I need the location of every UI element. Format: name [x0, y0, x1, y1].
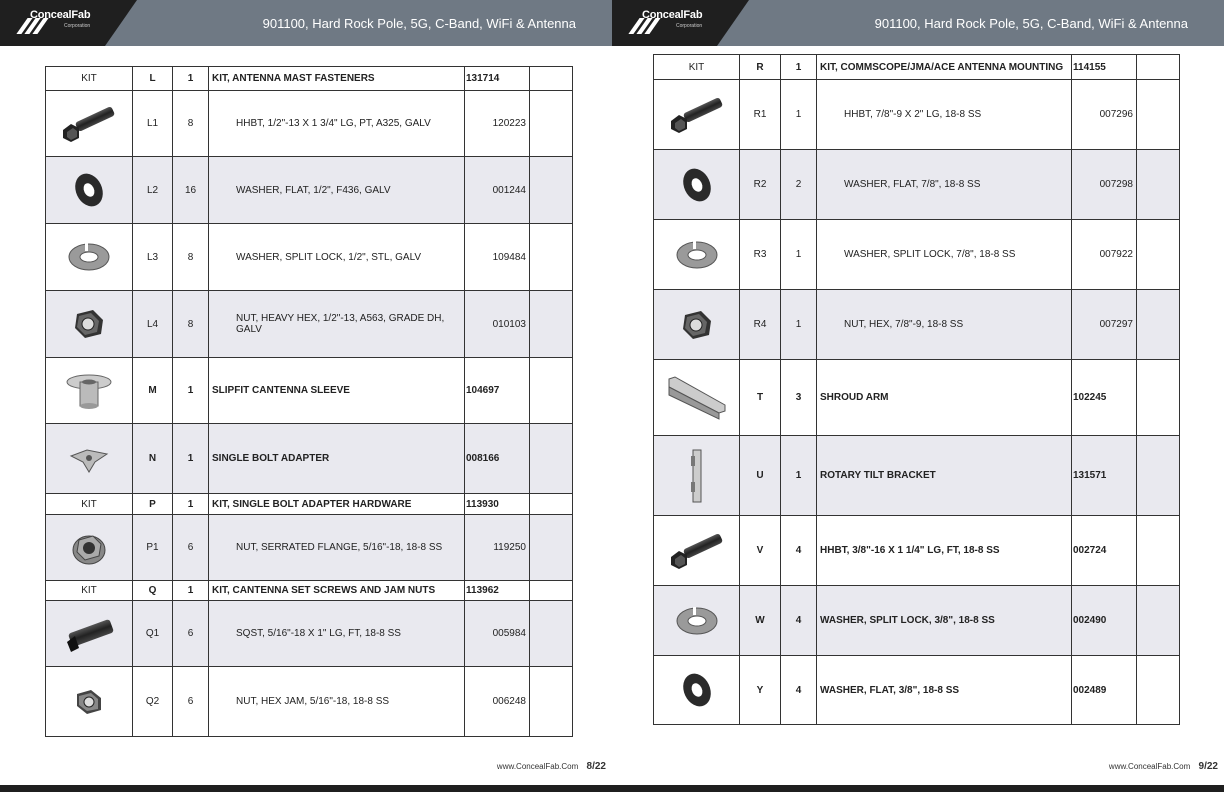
quantity: 4 [781, 656, 817, 725]
bolt-icon [654, 529, 739, 573]
part-number: 010103 [465, 291, 530, 358]
quantity: 6 [173, 515, 209, 581]
quantity: 1 [781, 80, 817, 150]
item-code: Q1 [133, 601, 173, 667]
item-code: N [133, 424, 173, 494]
part-number: 113930 [465, 494, 530, 515]
item-code: U [740, 436, 781, 516]
description: KIT, ANTENNA MAST FASTENERS [209, 67, 465, 91]
part-image [654, 586, 740, 656]
description: WASHER, SPLIT LOCK, 7/8", 18-8 SS [817, 220, 1072, 290]
description: WASHER, SPLIT LOCK, 3/8", 18-8 SS [817, 586, 1072, 656]
part-image [654, 436, 740, 516]
blank-cell [530, 581, 573, 601]
item-code: R3 [740, 220, 781, 290]
item-code: R4 [740, 290, 781, 360]
part-number: 007297 [1072, 290, 1137, 360]
item-code: R [740, 55, 781, 80]
table-row [46, 91, 573, 157]
part-number: 119250 [465, 515, 530, 581]
item-code: Y [740, 656, 781, 725]
quantity: 6 [173, 601, 209, 667]
description: NUT, HEX JAM, 5/16"-18, 18-8 SS [209, 667, 465, 737]
description: KIT, CANTENNA SET SCREWS AND JAM NUTS [209, 581, 465, 601]
description: HHBT, 3/8"-16 X 1 1/4" LG, FT, 18-8 SS [817, 516, 1072, 586]
blank-cell [1137, 55, 1180, 80]
part-image [46, 667, 133, 737]
description: SLIPFIT CANTENNA SLEEVE [209, 358, 465, 424]
quantity: 1 [781, 290, 817, 360]
item-code: L4 [133, 291, 173, 358]
quantity: 2 [781, 150, 817, 220]
bolt-icon [46, 102, 132, 146]
kit-label: KIT [46, 494, 133, 515]
quantity: 8 [173, 91, 209, 157]
blank-cell [530, 91, 573, 157]
part-number: 007922 [1072, 220, 1137, 290]
item-code: P1 [133, 515, 173, 581]
part-number: 002724 [1072, 516, 1137, 586]
part-image [654, 220, 740, 290]
flat-washer-icon [654, 668, 739, 712]
table-row [654, 586, 1180, 656]
item-code: P [133, 494, 173, 515]
part-number: 007298 [1072, 150, 1137, 220]
item-code: L3 [133, 224, 173, 291]
item-code: R1 [740, 80, 781, 150]
quantity: 1 [173, 424, 209, 494]
table-row [654, 220, 1180, 290]
page-9 [612, 0, 1224, 792]
table-row [46, 601, 573, 667]
part-image [654, 360, 740, 436]
part-image [46, 515, 133, 581]
quantity: 8 [173, 291, 209, 358]
concealfab-logo: ConcealFab Corporation [20, 9, 110, 37]
blank-cell [530, 358, 573, 424]
part-image [654, 80, 740, 150]
table-row [654, 436, 1180, 516]
part-image [46, 601, 133, 667]
part-number: 113962 [465, 581, 530, 601]
description: WASHER, FLAT, 7/8", 18-8 SS [817, 150, 1072, 220]
sleeve-icon [46, 366, 132, 416]
blank-cell [1137, 516, 1180, 586]
quantity: 1 [173, 581, 209, 601]
kit-header-row [654, 55, 1180, 80]
description: WASHER, FLAT, 1/2", F436, GALV [209, 157, 465, 224]
kit-header-row [46, 494, 573, 515]
parts-table [653, 54, 1180, 725]
kit-header-row [46, 581, 573, 601]
table-row [654, 150, 1180, 220]
blank-cell [1137, 80, 1180, 150]
blank-cell [530, 157, 573, 224]
parts-table [45, 66, 573, 737]
quantity: 1 [781, 220, 817, 290]
item-code: M [133, 358, 173, 424]
part-number: 008166 [465, 424, 530, 494]
table-row [654, 656, 1180, 725]
part-image [654, 656, 740, 725]
blank-cell [530, 67, 573, 91]
footer-url: www.ConcealFab.Com [1108, 762, 1191, 771]
split-washer-icon [46, 235, 132, 279]
tilt-bracket-icon [654, 446, 739, 506]
description: NUT, HEX, 7/8"-9, 18-8 SS [817, 290, 1072, 360]
part-image [46, 91, 133, 157]
item-code: Q [133, 581, 173, 601]
kit-header-row [46, 67, 573, 91]
quantity: 1 [173, 358, 209, 424]
concealfab-logo: ConcealFab Corporation [632, 9, 722, 37]
blank-cell [1137, 436, 1180, 516]
item-code: L1 [133, 91, 173, 157]
blank-cell [530, 667, 573, 737]
description: WASHER, FLAT, 3/8", 18-8 SS [817, 656, 1072, 725]
page-footer [1109, 761, 1218, 772]
part-image [654, 150, 740, 220]
adapter-icon [46, 444, 132, 474]
quantity: 6 [173, 667, 209, 737]
split-washer-icon [654, 599, 739, 643]
quantity: 1 [173, 67, 209, 91]
part-number: 120223 [465, 91, 530, 157]
part-number: 005984 [465, 601, 530, 667]
document-title: 901100, Hard Rock Pole, 5G, C-Band, WiFi & Antenna [262, 16, 576, 31]
quantity: 1 [781, 55, 817, 80]
kit-label: KIT [46, 581, 133, 601]
table-row [654, 290, 1180, 360]
part-number: 002489 [1072, 656, 1137, 725]
quantity: 4 [781, 586, 817, 656]
quantity: 16 [173, 157, 209, 224]
part-number: 114155 [1072, 55, 1137, 80]
part-image [46, 291, 133, 358]
part-number: 102245 [1072, 360, 1137, 436]
table-row [654, 360, 1180, 436]
quantity: 1 [781, 436, 817, 516]
description: HHBT, 1/2"-13 X 1 3/4" LG, PT, A325, GALV [209, 91, 465, 157]
description: SINGLE BOLT ADAPTER [209, 424, 465, 494]
blank-cell [1137, 360, 1180, 436]
description: SHROUD ARM [817, 360, 1072, 436]
part-image [46, 157, 133, 224]
page-number: 9/22 [1198, 761, 1218, 772]
hex-nut-icon [654, 303, 739, 347]
part-number: 006248 [465, 667, 530, 737]
description: HHBT, 7/8"-9 X 2" LG, 18-8 SS [817, 80, 1072, 150]
blank-cell [1137, 586, 1180, 656]
item-code: W [740, 586, 781, 656]
part-number: 131571 [1072, 436, 1137, 516]
page-number: 8/22 [586, 761, 606, 772]
blank-cell [1137, 150, 1180, 220]
split-washer-icon [654, 233, 739, 277]
quantity: 1 [173, 494, 209, 515]
part-image [654, 516, 740, 586]
quantity: 3 [781, 360, 817, 436]
part-number: 104697 [465, 358, 530, 424]
table-row [46, 291, 573, 358]
flat-washer-icon [654, 163, 739, 207]
blank-cell [530, 494, 573, 515]
blank-cell [530, 291, 573, 358]
item-code: L [133, 67, 173, 91]
kit-label: KIT [46, 67, 133, 91]
blank-cell [530, 515, 573, 581]
table-row [46, 358, 573, 424]
part-number: 001244 [465, 157, 530, 224]
blank-cell [1137, 290, 1180, 360]
page-footer [497, 761, 606, 772]
description: KIT, SINGLE BOLT ADAPTER HARDWARE [209, 494, 465, 515]
part-image [654, 290, 740, 360]
blank-cell [530, 424, 573, 494]
quantity: 4 [781, 516, 817, 586]
kit-label: KIT [654, 55, 740, 80]
table-row [46, 667, 573, 737]
quantity: 8 [173, 224, 209, 291]
description: NUT, HEAVY HEX, 1/2"-13, A563, GRADE DH, GALV [209, 291, 465, 358]
part-number: 109484 [465, 224, 530, 291]
item-code: R2 [740, 150, 781, 220]
shroud-arm-icon [654, 373, 739, 423]
blank-cell [530, 601, 573, 667]
jam-nut-icon [46, 682, 132, 722]
table-row [46, 424, 573, 494]
table-row [46, 157, 573, 224]
item-code: V [740, 516, 781, 586]
description: ROTARY TILT BRACKET [817, 436, 1072, 516]
table-row [654, 516, 1180, 586]
part-image [46, 224, 133, 291]
table-row [46, 515, 573, 581]
item-code: T [740, 360, 781, 436]
item-code: L2 [133, 157, 173, 224]
item-code: Q2 [133, 667, 173, 737]
part-image [46, 358, 133, 424]
description: NUT, SERRATED FLANGE, 5/16"-18, 18-8 SS [209, 515, 465, 581]
part-image [46, 424, 133, 494]
document-title: 901100, Hard Rock Pole, 5G, C-Band, WiFi & Antenna [874, 16, 1188, 31]
part-number: 007296 [1072, 80, 1137, 150]
description: SQST, 5/16"-18 X 1" LG, FT, 18-8 SS [209, 601, 465, 667]
footer-url: www.ConcealFab.Com [496, 762, 579, 771]
blank-cell [1137, 220, 1180, 290]
page-header [0, 0, 612, 46]
description: WASHER, SPLIT LOCK, 1/2", STL, GALV [209, 224, 465, 291]
set-screw-icon [46, 612, 132, 656]
flange-nut-icon [46, 526, 132, 570]
blank-cell [530, 224, 573, 291]
table-row [654, 80, 1180, 150]
table-row [46, 224, 573, 291]
part-number: 002490 [1072, 586, 1137, 656]
page-header [612, 0, 1224, 46]
part-number: 131714 [465, 67, 530, 91]
description: KIT, COMMSCOPE/JMA/ACE ANTENNA MOUNTING [817, 55, 1072, 80]
hex-nut-icon [46, 302, 132, 346]
bolt-icon [654, 93, 739, 137]
blank-cell [1137, 656, 1180, 725]
flat-washer-icon [46, 168, 132, 212]
